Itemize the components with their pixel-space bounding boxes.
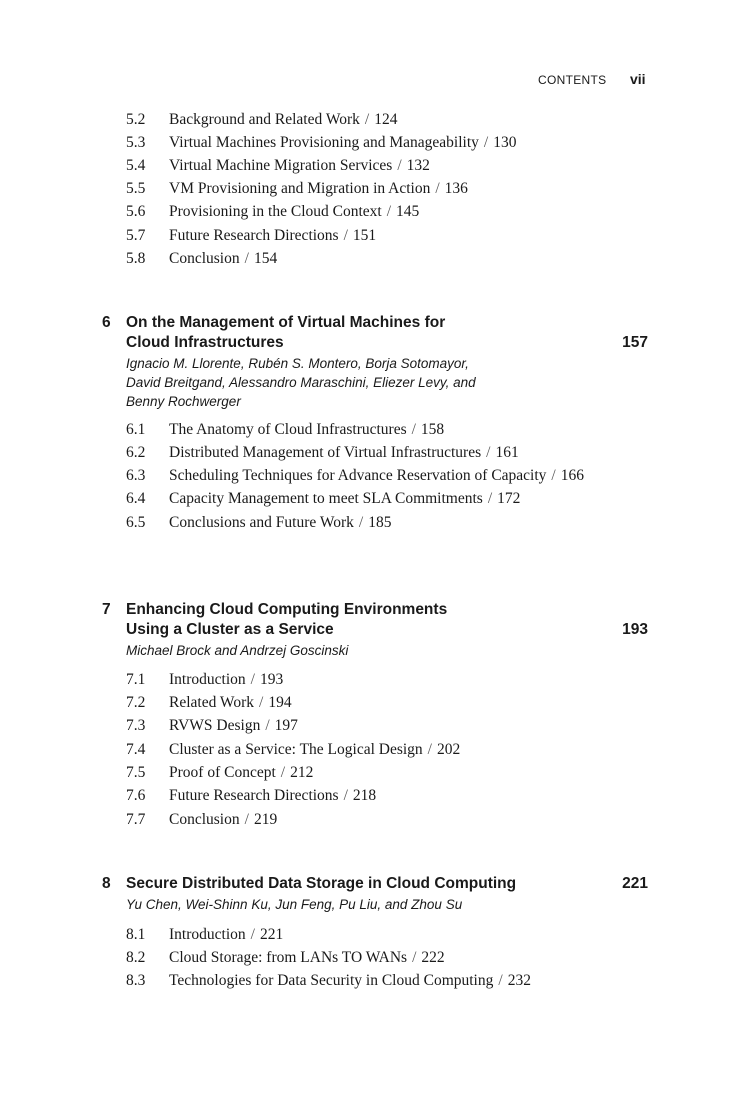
slash-divider: / [397,157,402,174]
section-page: 219 [253,811,278,828]
section-number: 5.3 [126,134,146,151]
chapter-number: 7 [102,601,111,618]
section-title: Conclusion [169,811,240,828]
section-number: 7.1 [126,671,146,688]
chapter-title[interactable]: Cloud Infrastructures [126,334,284,351]
section-number: 7.3 [126,717,146,734]
section-title: Future Research Directions [169,787,339,804]
slash-divider: / [343,787,348,804]
toc-entry[interactable] [169,467,584,485]
section-title: Capacity Management to meet SLA Commitments [169,490,483,507]
section-page: 221 [259,926,284,943]
section-number: 6.3 [126,467,146,484]
section-title: Introduction [169,926,246,943]
section-number: 8.1 [126,926,146,943]
section-number: 5.7 [126,227,146,244]
section-number: 7.7 [126,811,146,828]
slash-divider: / [250,671,255,688]
section-title: VM Provisioning and Migration in Action [169,180,431,197]
slash-divider: / [435,180,440,197]
toc-entry[interactable] [169,227,376,245]
toc-entry[interactable] [169,741,460,759]
chapter-title[interactable]: On the Management of Virtual Machines for [126,314,446,331]
toc-entry[interactable] [169,180,468,198]
section-number: 5.8 [126,250,146,267]
toc-entry[interactable] [169,926,283,944]
section-number: 7.5 [126,764,146,781]
slash-divider: / [244,250,249,267]
chapter-title[interactable]: Enhancing Cloud Computing Environments [126,601,448,618]
slash-divider: / [427,741,432,758]
section-page: 193 [259,671,284,688]
toc-entry[interactable] [169,694,292,712]
section-page: 202 [436,741,461,758]
section-number: 5.4 [126,157,146,174]
chapter-page: 193 [622,621,648,638]
slash-divider: / [486,444,491,461]
section-page: 145 [396,203,420,220]
section-title: Future Research Directions [169,227,339,244]
section-number: 5.5 [126,180,146,197]
slash-divider: / [364,111,370,128]
slash-divider: / [412,949,417,966]
section-title: Technologies for Data Security in Cloud Computing [169,972,494,989]
section-page: 151 [352,227,377,244]
section-title: Virtual Machines Provisioning and Manageability [169,134,479,151]
slash-divider: / [280,764,286,781]
toc-entry[interactable] [169,444,519,462]
chapter-authors: Ignacio M. Llorente, Rubén S. Montero, Borja Sotomayor, [126,356,469,371]
section-page: 185 [368,514,392,531]
slash-divider: / [411,421,416,438]
section-title: Distributed Management of Virtual Infrastructures [169,444,482,461]
slash-divider: / [343,227,348,244]
section-page: 161 [495,444,519,461]
section-page: 222 [421,949,445,966]
section-page: 158 [420,421,445,438]
toc-entry[interactable] [169,787,376,805]
section-number: 8.2 [126,949,146,966]
toc-entry[interactable] [169,157,430,175]
toc-entry[interactable] [169,134,516,152]
toc-entry[interactable] [169,111,397,129]
section-title: Cloud Storage: from LANs TO WANs [169,949,408,966]
toc-entry[interactable] [169,490,520,508]
toc-entry[interactable] [169,421,444,439]
section-page: 166 [560,467,584,484]
chapter-page: 157 [622,334,648,351]
slash-divider: / [259,694,264,711]
section-page: 197 [274,717,298,734]
section-title: Conclusion [169,250,240,267]
section-title: Provisioning in the Cloud Context [169,203,382,220]
toc-entry[interactable] [169,250,277,268]
toc-entry[interactable] [169,717,298,735]
section-title: The Anatomy of Cloud Infrastructures [169,421,407,438]
section-title: Proof of Concept [169,764,276,781]
section-title: Background and Related Work [169,111,360,128]
section-number: 7.6 [126,787,146,804]
toc-entry[interactable] [169,972,531,990]
chapter-title[interactable]: Secure Distributed Data Storage in Cloud Computing [126,875,517,892]
chapter-number: 8 [102,875,111,892]
slash-divider: / [483,134,489,151]
slash-divider: / [250,926,255,943]
running-title: CONTENTS [538,73,607,87]
section-title: RVWS Design [169,717,261,734]
section-number: 6.1 [126,421,146,438]
toc-entry[interactable] [169,764,313,782]
chapter-number: 6 [102,314,111,331]
section-title: Conclusions and Future Work [169,514,354,531]
section-number: 5.2 [126,111,146,128]
section-page: 124 [374,111,398,128]
page-number: vii [630,71,646,87]
section-number: 7.4 [126,741,146,758]
section-title: Virtual Machine Migration Services [169,157,393,174]
slash-divider: / [358,514,364,531]
chapter-title[interactable]: Using a Cluster as a Service [126,621,334,638]
section-page: 136 [444,180,468,197]
section-number: 6.2 [126,444,146,461]
section-number: 6.4 [126,490,146,507]
section-number: 8.3 [126,972,146,989]
section-number: 5.6 [126,203,146,220]
toc-entry[interactable] [169,671,283,689]
section-page: 172 [497,490,521,507]
section-number: 7.2 [126,694,146,711]
slash-divider: / [386,203,392,220]
toc-entry[interactable] [169,514,391,532]
toc-entry[interactable] [169,811,277,829]
chapter-authors: David Breitgand, Alessandro Maraschini, Eliezer Levy, and [126,375,476,390]
section-page: 212 [290,764,314,781]
slash-divider: / [487,490,493,507]
chapter-authors: Michael Brock and Andrzej Goscinski [126,643,349,658]
toc-entry[interactable] [169,203,419,221]
section-title: Cluster as a Service: The Logical Design [169,741,423,758]
section-title: Introduction [169,671,246,688]
section-number: 6.5 [126,514,146,531]
chapter-authors: Yu Chen, Wei-Shinn Ku, Jun Feng, Pu Liu, and Zhou Su [126,897,463,912]
section-page: 218 [352,787,377,804]
section-page: 154 [253,250,278,267]
slash-divider: / [551,467,556,484]
slash-divider: / [265,717,270,734]
chapter-authors: Benny Rochwerger [126,394,241,409]
section-page: 194 [268,694,292,711]
section-title: Related Work [169,694,254,711]
toc-entry[interactable] [169,949,445,967]
chapter-page: 221 [622,875,648,892]
slash-divider: / [498,972,503,989]
section-page: 132 [406,157,430,174]
section-page: 130 [493,134,517,151]
section-page: 232 [507,972,531,989]
section-title: Scheduling Techniques for Advance Reservation of Capacity [169,467,547,484]
slash-divider: / [244,811,249,828]
